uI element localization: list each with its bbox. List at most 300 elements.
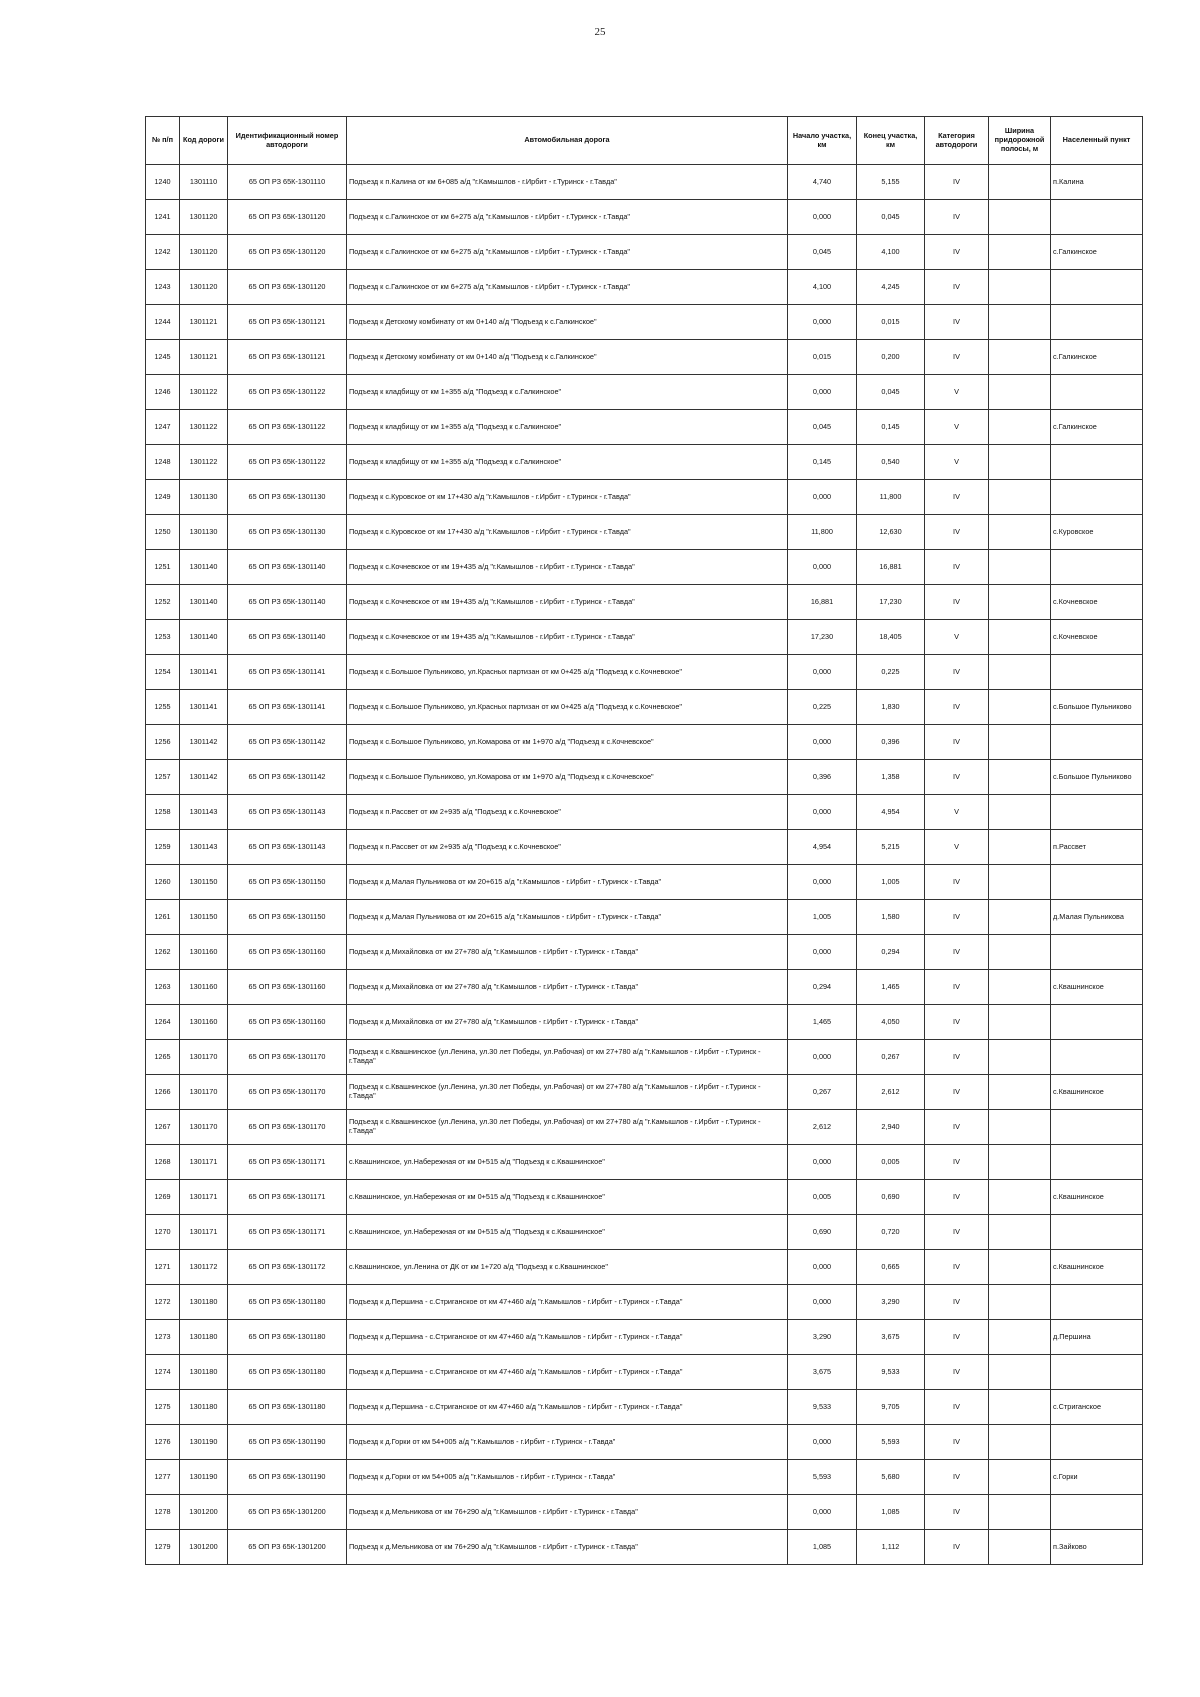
cell-locality: п.Зайково [1051, 1530, 1143, 1565]
cell-locality [1051, 1110, 1143, 1145]
cell-road: Подъезд к с.Большое Пульниково, ул.Комарова от км 1+970 а/д "Подъезд к с.Кочневское" [347, 725, 788, 760]
table-row [146, 1285, 1143, 1320]
cell-road: Подъезд к д.Першина - с.Стриганское от км 47+460 а/д "г.Камышлов - г.Ирбит - г.Туринск - г.Тавда" [347, 1320, 788, 1355]
cell-end: 12,630 [857, 515, 925, 550]
cell-id: 65 ОП РЗ 65К-1301180 [228, 1320, 347, 1355]
cell-locality: п.Калина [1051, 165, 1143, 200]
cell-code: 1301150 [180, 900, 228, 935]
cell-locality: с.Галкинское [1051, 340, 1143, 375]
cell-category: IV [925, 165, 989, 200]
cell-category: IV [925, 935, 989, 970]
cell-road: Подъезд к с.Большое Пульниково, ул.Красных партизан от км 0+425 а/д "Подъезд к с.Кочневское" [347, 655, 788, 690]
cell-code: 1301190 [180, 1425, 228, 1460]
cell-code: 1301200 [180, 1530, 228, 1565]
header-category: Категория автодороги [925, 117, 989, 165]
cell-id: 65 ОП РЗ 65К-1301110 [228, 165, 347, 200]
cell-num: 1250 [146, 515, 180, 550]
cell-category: IV [925, 1320, 989, 1355]
cell-id: 65 ОП РЗ 65К-1301120 [228, 200, 347, 235]
cell-end: 0,225 [857, 655, 925, 690]
cell-num: 1277 [146, 1460, 180, 1495]
header-start: Начало участка, км [788, 117, 857, 165]
cell-category: IV [925, 1075, 989, 1110]
cell-end: 4,245 [857, 270, 925, 305]
cell-road: Подъезд к кладбищу от км 1+355 а/д "Подъезд к с.Галкинское" [347, 445, 788, 480]
cell-num: 1252 [146, 585, 180, 620]
cell-code: 1301140 [180, 550, 228, 585]
cell-start: 0,000 [788, 480, 857, 515]
cell-code: 1301121 [180, 340, 228, 375]
cell-width [989, 1110, 1051, 1145]
cell-num: 1278 [146, 1495, 180, 1530]
cell-start: 0,000 [788, 550, 857, 585]
cell-category: IV [925, 1285, 989, 1320]
cell-end: 1,358 [857, 760, 925, 795]
cell-road: Подъезд к д.Малая Пульникова от км 20+615 а/д "г.Камышлов - г.Ирбит - г.Туринск - г.Тавда" [347, 865, 788, 900]
cell-start: 0,000 [788, 1495, 857, 1530]
cell-start: 0,000 [788, 1285, 857, 1320]
table-row [146, 935, 1143, 970]
cell-id: 65 ОП РЗ 65К-1301160 [228, 935, 347, 970]
table-row [146, 1215, 1143, 1250]
page-number: 25 [594, 26, 606, 38]
cell-code: 1301180 [180, 1390, 228, 1425]
cell-width [989, 1390, 1051, 1425]
cell-locality [1051, 1005, 1143, 1040]
cell-category: V [925, 410, 989, 445]
cell-num: 1245 [146, 340, 180, 375]
cell-code: 1301150 [180, 865, 228, 900]
cell-locality [1051, 550, 1143, 585]
cell-category: V [925, 830, 989, 865]
cell-road: Подъезд к п.Рассвет от км 2+935 а/д "Подъезд к с.Кочневское" [347, 795, 788, 830]
cell-road: Подъезд к с.Кочневское от км 19+435 а/д "г.Камышлов - г.Ирбит - г.Туринск - г.Тавда" [347, 620, 788, 655]
table-row [146, 1530, 1143, 1565]
cell-id: 65 ОП РЗ 65К-1301143 [228, 795, 347, 830]
cell-width [989, 655, 1051, 690]
table-row [146, 690, 1143, 725]
cell-end: 4,050 [857, 1005, 925, 1040]
cell-width [989, 410, 1051, 445]
cell-id: 65 ОП РЗ 65К-1301200 [228, 1495, 347, 1530]
cell-code: 1301190 [180, 1460, 228, 1495]
cell-start: 11,800 [788, 515, 857, 550]
cell-code: 1301143 [180, 830, 228, 865]
cell-id: 65 ОП РЗ 65К-1301122 [228, 445, 347, 480]
cell-end: 0,540 [857, 445, 925, 480]
cell-width [989, 1285, 1051, 1320]
cell-end: 0,720 [857, 1215, 925, 1250]
header-code: Код дороги [180, 117, 228, 165]
cell-category: IV [925, 585, 989, 620]
cell-width [989, 1495, 1051, 1530]
cell-start: 0,000 [788, 725, 857, 760]
cell-width [989, 970, 1051, 1005]
cell-locality: с.Горки [1051, 1460, 1143, 1495]
cell-width [989, 1460, 1051, 1495]
cell-width [989, 1040, 1051, 1075]
cell-id: 65 ОП РЗ 65К-1301140 [228, 585, 347, 620]
cell-width [989, 1145, 1051, 1180]
table-row [146, 235, 1143, 270]
cell-locality: с.Большое Пульниково [1051, 690, 1143, 725]
cell-end: 1,580 [857, 900, 925, 935]
table-row [146, 795, 1143, 830]
cell-start: 0,000 [788, 1040, 857, 1075]
cell-id: 65 ОП РЗ 65К-1301130 [228, 480, 347, 515]
cell-locality [1051, 865, 1143, 900]
cell-num: 1258 [146, 795, 180, 830]
cell-start: 0,000 [788, 200, 857, 235]
cell-id: 65 ОП РЗ 65К-1301150 [228, 900, 347, 935]
cell-end: 1,830 [857, 690, 925, 725]
cell-category: IV [925, 200, 989, 235]
cell-num: 1267 [146, 1110, 180, 1145]
cell-end: 0,045 [857, 200, 925, 235]
cell-num: 1272 [146, 1285, 180, 1320]
cell-id: 65 ОП РЗ 65К-1301190 [228, 1425, 347, 1460]
cell-locality [1051, 375, 1143, 410]
cell-num: 1240 [146, 165, 180, 200]
cell-start: 2,612 [788, 1110, 857, 1145]
cell-code: 1301130 [180, 515, 228, 550]
cell-start: 0,000 [788, 305, 857, 340]
cell-locality: с.Квашнинское [1051, 1250, 1143, 1285]
cell-road: с.Квашнинское, ул.Набережная от км 0+515 а/д "Подъезд к с.Квашнинское" [347, 1180, 788, 1215]
cell-width [989, 1320, 1051, 1355]
cell-num: 1260 [146, 865, 180, 900]
cell-end: 11,800 [857, 480, 925, 515]
cell-code: 1301141 [180, 690, 228, 725]
cell-id: 65 ОП РЗ 65К-1301170 [228, 1040, 347, 1075]
cell-width [989, 480, 1051, 515]
cell-start: 0,145 [788, 445, 857, 480]
cell-id: 65 ОП РЗ 65К-1301160 [228, 1005, 347, 1040]
cell-end: 16,881 [857, 550, 925, 585]
table-row [146, 305, 1143, 340]
cell-start: 0,045 [788, 410, 857, 445]
cell-road: с.Квашнинское, ул.Набережная от км 0+515 а/д "Подъезд к с.Квашнинское" [347, 1145, 788, 1180]
header-locality: Населенный пункт [1051, 117, 1143, 165]
cell-start: 1,005 [788, 900, 857, 935]
cell-code: 1301140 [180, 620, 228, 655]
cell-start: 1,085 [788, 1530, 857, 1565]
cell-code: 1301160 [180, 935, 228, 970]
cell-code: 1301120 [180, 235, 228, 270]
cell-road: Подъезд к кладбищу от км 1+355 а/д "Подъезд к с.Галкинское" [347, 410, 788, 445]
table-row [146, 1390, 1143, 1425]
cell-end: 0,145 [857, 410, 925, 445]
cell-code: 1301122 [180, 445, 228, 480]
cell-num: 1274 [146, 1355, 180, 1390]
cell-category: IV [925, 690, 989, 725]
cell-category: V [925, 795, 989, 830]
table-row [146, 1495, 1143, 1530]
cell-id: 65 ОП РЗ 65К-1301140 [228, 620, 347, 655]
cell-category: IV [925, 1145, 989, 1180]
cell-locality: с.Квашнинское [1051, 1075, 1143, 1110]
cell-num: 1273 [146, 1320, 180, 1355]
cell-num: 1263 [146, 970, 180, 1005]
table-row [146, 1180, 1143, 1215]
cell-width [989, 1530, 1051, 1565]
cell-num: 1276 [146, 1425, 180, 1460]
table-row [146, 480, 1143, 515]
cell-num: 1261 [146, 900, 180, 935]
cell-category: IV [925, 550, 989, 585]
cell-num: 1271 [146, 1250, 180, 1285]
table-row [146, 550, 1143, 585]
cell-start: 1,465 [788, 1005, 857, 1040]
table-row [146, 900, 1143, 935]
cell-start: 0,690 [788, 1215, 857, 1250]
cell-id: 65 ОП РЗ 65К-1301180 [228, 1355, 347, 1390]
table-row [146, 410, 1143, 445]
cell-num: 1246 [146, 375, 180, 410]
cell-code: 1301171 [180, 1180, 228, 1215]
table-row [146, 375, 1143, 410]
cell-id: 65 ОП РЗ 65К-1301122 [228, 375, 347, 410]
table-row [146, 585, 1143, 620]
cell-start: 0,005 [788, 1180, 857, 1215]
cell-id: 65 ОП РЗ 65К-1301121 [228, 340, 347, 375]
cell-road: Подъезд к с.Куровское от км 17+430 а/д "г.Камышлов - г.Ирбит - г.Туринск - г.Тавда" [347, 515, 788, 550]
table-row [146, 655, 1143, 690]
cell-end: 4,954 [857, 795, 925, 830]
cell-category: IV [925, 1460, 989, 1495]
cell-locality: с.Куровское [1051, 515, 1143, 550]
cell-width [989, 1425, 1051, 1460]
cell-category: IV [925, 305, 989, 340]
cell-road: Подъезд к с.Квашнинское (ул.Ленина, ул.30 лет Победы, ул.Рабочая) от км 27+780 а/д "г.Камышлов - г.Ирбит - г.Туринск - г.Тавда" [347, 1075, 788, 1110]
cell-start: 0,267 [788, 1075, 857, 1110]
table-row [146, 1110, 1143, 1145]
cell-id: 65 ОП РЗ 65К-1301122 [228, 410, 347, 445]
cell-num: 1241 [146, 200, 180, 235]
cell-category: V [925, 445, 989, 480]
table-row [146, 1460, 1143, 1495]
cell-category: IV [925, 235, 989, 270]
table-row [146, 760, 1143, 795]
cell-end: 9,533 [857, 1355, 925, 1390]
cell-road: Подъезд к п.Калина от км 6+085 а/д "г.Камышлов - г.Ирбит - г.Туринск - г.Тавда" [347, 165, 788, 200]
cell-road: Подъезд к с.Большое Пульниково, ул.Комарова от км 1+970 а/д "Подъезд к с.Кочневское" [347, 760, 788, 795]
cell-end: 0,294 [857, 935, 925, 970]
cell-end: 3,675 [857, 1320, 925, 1355]
cell-code: 1301160 [180, 1005, 228, 1040]
cell-width [989, 200, 1051, 235]
cell-category: IV [925, 1355, 989, 1390]
cell-road: Подъезд к д.Мельникова от км 76+290 а/д "г.Камышлов - г.Ирбит - г.Туринск - г.Тавда" [347, 1495, 788, 1530]
cell-code: 1301172 [180, 1250, 228, 1285]
table-row [146, 1005, 1143, 1040]
cell-category: IV [925, 1530, 989, 1565]
cell-category: IV [925, 865, 989, 900]
cell-start: 9,533 [788, 1390, 857, 1425]
cell-start: 4,740 [788, 165, 857, 200]
cell-id: 65 ОП РЗ 65К-1301141 [228, 690, 347, 725]
cell-locality: с.Стриганское [1051, 1390, 1143, 1425]
cell-width [989, 795, 1051, 830]
cell-locality: с.Кочневское [1051, 620, 1143, 655]
cell-category: IV [925, 655, 989, 690]
cell-code: 1301170 [180, 1075, 228, 1110]
cell-width [989, 235, 1051, 270]
cell-category: IV [925, 1425, 989, 1460]
cell-road: Подъезд к с.Кочневское от км 19+435 а/д "г.Камышлов - г.Ирбит - г.Туринск - г.Тавда" [347, 585, 788, 620]
cell-road: Подъезд к д.Першина - с.Стриганское от км 47+460 а/д "г.Камышлов - г.Ирбит - г.Туринск - г.Тавда" [347, 1390, 788, 1425]
cell-locality [1051, 1145, 1143, 1180]
cell-num: 1247 [146, 410, 180, 445]
cell-start: 0,045 [788, 235, 857, 270]
cell-id: 65 ОП РЗ 65К-1301190 [228, 1460, 347, 1495]
cell-num: 1255 [146, 690, 180, 725]
cell-locality [1051, 655, 1143, 690]
cell-start: 0,000 [788, 375, 857, 410]
cell-num: 1254 [146, 655, 180, 690]
cell-end: 1,005 [857, 865, 925, 900]
cell-road: Подъезд к д.Горки от км 54+005 а/д "г.Камышлов - г.Ирбит - г.Туринск - г.Тавда" [347, 1460, 788, 1495]
cell-end: 2,612 [857, 1075, 925, 1110]
cell-width [989, 585, 1051, 620]
cell-category: IV [925, 970, 989, 1005]
cell-road: Подъезд к Детскому комбинату от км 0+140 а/д "Подъезд к с.Галкинское" [347, 305, 788, 340]
cell-locality: д.Першина [1051, 1320, 1143, 1355]
cell-num: 1264 [146, 1005, 180, 1040]
table-header-row [146, 117, 1143, 165]
cell-road: Подъезд к д.Першина - с.Стриганское от км 47+460 а/д "г.Камышлов - г.Ирбит - г.Туринск - г.Тавда" [347, 1285, 788, 1320]
cell-width [989, 1075, 1051, 1110]
header-road: Автомобильная дорога [347, 117, 788, 165]
cell-num: 1275 [146, 1390, 180, 1425]
cell-code: 1301171 [180, 1145, 228, 1180]
cell-id: 65 ОП РЗ 65К-1301121 [228, 305, 347, 340]
table-row [146, 620, 1143, 655]
cell-code: 1301170 [180, 1110, 228, 1145]
cell-end: 0,015 [857, 305, 925, 340]
table-row [146, 1320, 1143, 1355]
cell-locality: с.Кочневское [1051, 585, 1143, 620]
cell-road: Подъезд к д.Першина - с.Стриганское от км 47+460 а/д "г.Камышлов - г.Ирбит - г.Туринск - г.Тавда" [347, 1355, 788, 1390]
cell-start: 3,675 [788, 1355, 857, 1390]
table-body [146, 165, 1143, 1565]
cell-width [989, 935, 1051, 970]
cell-start: 0,000 [788, 1425, 857, 1460]
cell-code: 1301142 [180, 725, 228, 760]
header-num: № п/п [146, 117, 180, 165]
cell-category: IV [925, 515, 989, 550]
cell-code: 1301122 [180, 410, 228, 445]
cell-road: Подъезд к кладбищу от км 1+355 а/д "Подъезд к с.Галкинское" [347, 375, 788, 410]
cell-width [989, 1355, 1051, 1390]
cell-road: Подъезд к д.Малая Пульникова от км 20+615 а/д "г.Камышлов - г.Ирбит - г.Туринск - г.Тавда" [347, 900, 788, 935]
cell-road: Подъезд к д.Михайловка от км 27+780 а/д "г.Камышлов - г.Ирбит - г.Туринск - г.Тавда" [347, 970, 788, 1005]
cell-road: Подъезд к с.Галкинское от км 6+275 а/д "г.Камышлов - г.Ирбит - г.Туринск - г.Тавда" [347, 200, 788, 235]
cell-code: 1301171 [180, 1215, 228, 1250]
cell-num: 1251 [146, 550, 180, 585]
cell-id: 65 ОП РЗ 65К-1301142 [228, 725, 347, 760]
cell-num: 1279 [146, 1530, 180, 1565]
cell-category: IV [925, 1180, 989, 1215]
cell-category: IV [925, 1110, 989, 1145]
cell-category: IV [925, 1005, 989, 1040]
cell-num: 1256 [146, 725, 180, 760]
cell-code: 1301160 [180, 970, 228, 1005]
cell-locality [1051, 1425, 1143, 1460]
table-row [146, 270, 1143, 305]
cell-road: Подъезд к с.Квашнинское (ул.Ленина, ул.30 лет Победы, ул.Рабочая) от км 27+780 а/д "г.Камышлов - г.Ирбит - г.Туринск - г.Тавда" [347, 1040, 788, 1075]
cell-num: 1269 [146, 1180, 180, 1215]
cell-code: 1301143 [180, 795, 228, 830]
cell-road: с.Квашнинское, ул.Набережная от км 0+515 а/д "Подъезд к с.Квашнинское" [347, 1215, 788, 1250]
cell-start: 4,100 [788, 270, 857, 305]
cell-start: 0,225 [788, 690, 857, 725]
cell-locality [1051, 1215, 1143, 1250]
cell-end: 0,200 [857, 340, 925, 375]
cell-start: 16,881 [788, 585, 857, 620]
table-row [146, 865, 1143, 900]
cell-end: 1,112 [857, 1530, 925, 1565]
cell-road: Подъезд к д.Михайловка от км 27+780 а/д "г.Камышлов - г.Ирбит - г.Туринск - г.Тавда" [347, 1005, 788, 1040]
cell-road: Подъезд к д.Мельникова от км 76+290 а/д "г.Камышлов - г.Ирбит - г.Туринск - г.Тавда" [347, 1530, 788, 1565]
cell-width [989, 760, 1051, 795]
cell-category: IV [925, 1495, 989, 1530]
cell-category: IV [925, 480, 989, 515]
table-row [146, 515, 1143, 550]
header-id: Идентификационный номер автодороги [228, 117, 347, 165]
cell-start: 4,954 [788, 830, 857, 865]
cell-road: Подъезд к с.Галкинское от км 6+275 а/д "г.Камышлов - г.Ирбит - г.Туринск - г.Тавда" [347, 235, 788, 270]
cell-num: 1248 [146, 445, 180, 480]
cell-width [989, 1005, 1051, 1040]
cell-road: Подъезд к с.Куровское от км 17+430 а/д "г.Камышлов - г.Ирбит - г.Туринск - г.Тавда" [347, 480, 788, 515]
cell-category: IV [925, 725, 989, 760]
cell-end: 4,100 [857, 235, 925, 270]
cell-locality: с.Галкинское [1051, 410, 1143, 445]
cell-start: 5,593 [788, 1460, 857, 1495]
cell-id: 65 ОП РЗ 65К-1301180 [228, 1285, 347, 1320]
cell-code: 1301130 [180, 480, 228, 515]
cell-id: 65 ОП РЗ 65К-1301160 [228, 970, 347, 1005]
cell-end: 5,215 [857, 830, 925, 865]
table-row [146, 200, 1143, 235]
cell-code: 1301121 [180, 305, 228, 340]
cell-locality: д.Малая Пульникова [1051, 900, 1143, 935]
cell-end: 0,665 [857, 1250, 925, 1285]
cell-code: 1301122 [180, 375, 228, 410]
table-row [146, 445, 1143, 480]
cell-locality: с.Галкинское [1051, 235, 1143, 270]
cell-id: 65 ОП РЗ 65К-1301200 [228, 1530, 347, 1565]
cell-locality [1051, 1495, 1143, 1530]
cell-width [989, 690, 1051, 725]
table-row [146, 1250, 1143, 1285]
table-row [146, 1040, 1143, 1075]
cell-category: IV [925, 270, 989, 305]
cell-locality: с.Большое Пульниково [1051, 760, 1143, 795]
cell-locality [1051, 725, 1143, 760]
cell-end: 0,005 [857, 1145, 925, 1180]
cell-width [989, 865, 1051, 900]
cell-locality [1051, 1040, 1143, 1075]
cell-end: 0,690 [857, 1180, 925, 1215]
cell-width [989, 830, 1051, 865]
cell-id: 65 ОП РЗ 65К-1301171 [228, 1145, 347, 1180]
cell-code: 1301110 [180, 165, 228, 200]
cell-num: 1270 [146, 1215, 180, 1250]
cell-width [989, 620, 1051, 655]
cell-width [989, 1180, 1051, 1215]
